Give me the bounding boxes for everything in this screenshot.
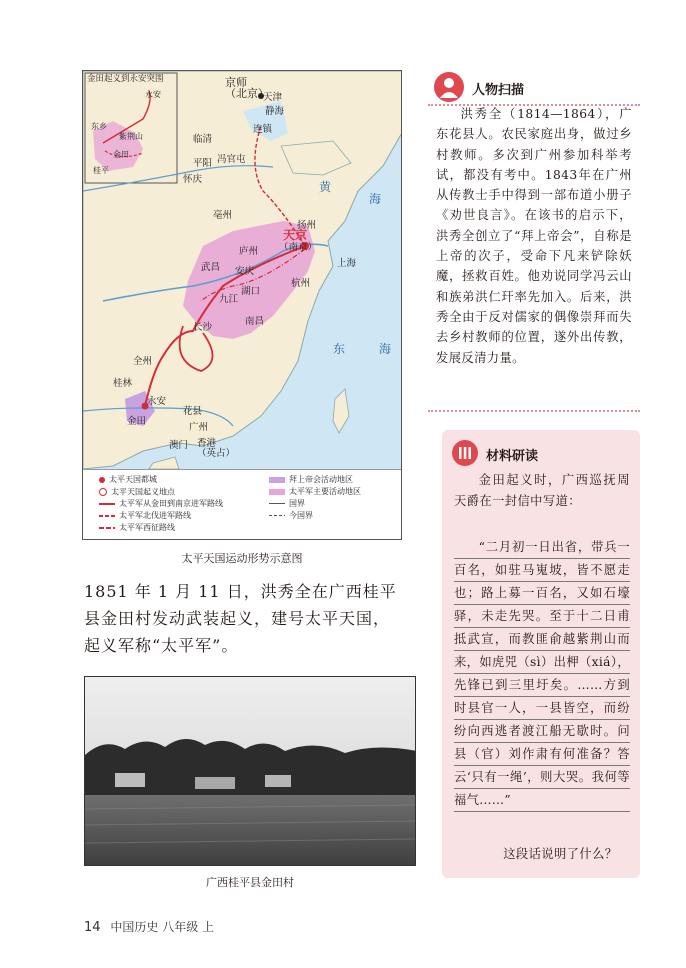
place-hangzhou: 杭州: [291, 278, 311, 289]
legend-item: 太平军西征路线: [99, 524, 175, 532]
document-icon: [452, 440, 478, 466]
person-icon: [434, 72, 464, 102]
place-bozhou: 亳州: [213, 210, 233, 221]
material-title: 材料研读: [486, 449, 539, 464]
legend-item: 太平天国都城: [99, 476, 157, 484]
place-beijing: 京师（北京）: [225, 76, 269, 100]
place-yongan: 永安: [147, 396, 167, 407]
place-changsha: 长沙: [193, 322, 213, 333]
photo-graphic: [85, 677, 416, 866]
place-wuchang: 武昌: [201, 262, 221, 273]
inset-place: 金田: [113, 150, 129, 159]
photo-caption: 广西桂平县金田村: [206, 876, 294, 889]
material-reading-box: [442, 430, 640, 878]
place-huaiqing: 怀庆: [183, 174, 203, 185]
history-map: [82, 70, 402, 540]
place-pingyang: 平阳: [193, 158, 213, 169]
person-header: [428, 70, 640, 106]
region-icon: [269, 477, 285, 483]
place-jintian: 金田: [127, 416, 147, 427]
place-guilin: 桂林: [113, 378, 133, 389]
place-tianjin: 天津: [263, 92, 283, 103]
person-text: 洪秀全（1814—1864），广东花县人。农民家庭出身，做过乡村教师。多次到广州参加科举考试，都没有考中。1843年在广州从传教士手中得到一部布道小册子《劝世良言》。在该书的启示下，洪秀全创立了“拜上帝会”，自称是上帝的次子，受命下凡来铲除妖魔，拯救百姓。他劝说同学冯云山和族弟洪仁玕率先加入。后来，洪秀全由于反对儒家的偶像崇拜而失去乡村教师的位置，遂外出传教，发展反清力量。: [436, 107, 632, 365]
place-guangzhou: 广州: [189, 422, 209, 433]
material-question: 这段话说明了什么？: [503, 847, 618, 861]
main-paragraph: 1851 年 1 月 11 日，洪秀全在广西桂平县金田村发动武装起义，建号太平天国，起义军称“太平军”。: [84, 582, 397, 655]
place-jiujiang: 九江: [219, 294, 239, 305]
inset-title: 金田起义到永安突围: [87, 74, 164, 84]
map-caption: 太平天国运动形势示意图: [181, 552, 303, 565]
place-nanjing: （南京）: [279, 242, 318, 253]
border-icon: [269, 503, 285, 504]
legend-item: 国界: [269, 500, 305, 508]
jintian-village-photo: [84, 676, 416, 866]
inset-place: 东乡: [91, 122, 107, 131]
place-shanghai: 上海: [337, 258, 357, 269]
inset-place: 桂平: [93, 166, 109, 175]
legend-item: 太平军主要活动地区: [269, 488, 361, 496]
map-legend: [83, 469, 401, 540]
sea-label: 东: [333, 342, 348, 356]
place-luzhou: 庐州: [239, 246, 259, 257]
place-huaxian: 花县: [183, 406, 203, 417]
place-quanzhou: 全州: [133, 356, 153, 367]
person-divider: [428, 410, 640, 412]
legend-item: 太平军从金田到南京进军路线: [99, 500, 223, 508]
inset-place: 紫荆山: [119, 132, 143, 141]
route-icon: [99, 515, 115, 517]
place-anqing: 安庆: [235, 266, 255, 277]
place-fengguanying: 冯官屯: [217, 154, 246, 165]
legend-item: 今国界: [269, 512, 313, 520]
place-aomen: 澳门: [169, 440, 189, 451]
person-profile-box: [428, 70, 640, 414]
place-xianggang: 香港（英占）: [197, 438, 236, 459]
place-tianjing: 天京: [283, 228, 308, 242]
material-quote: “二月初一日出省，带兵一百名，如驻马嵬坡，皆不愿走也；路上募一百名，又如石壕驿，未走先哭。至于十二日甫抵武宣，而教匪俞越紫荆山而来，如虎兕（sì）出柙（xiá），先锋已到三里圩矣。……方到时县官一人，一县皆空，而纷纷向西逃者渡江船无歇时。问县（官）刘作肃有何准备？答云‘只有一绳’，则大哭。我何等福气……”: [454, 536, 630, 812]
place-nanchang: 南昌: [245, 316, 265, 327]
capital-icon: [99, 477, 105, 483]
route-icon: [99, 527, 115, 529]
material-intro: 金田起义时，广西巡抚周天爵在一封信中写道：: [454, 473, 630, 508]
place-hukou: 湖口: [241, 286, 261, 297]
legend-item: 太平天国起义地点: [99, 488, 175, 497]
book-title: 中国历史 八年级 上: [110, 920, 215, 934]
legend-item: 太平军北伐进军路线: [99, 512, 191, 520]
region-icon: [269, 489, 285, 495]
place-jinghai: 静海: [265, 106, 285, 117]
place-linqing: 临清: [193, 134, 213, 145]
sea-label: 黄: [319, 180, 334, 194]
uprising-icon: [99, 488, 107, 496]
place-yangzhou: 扬州: [297, 220, 317, 231]
route-icon: [99, 503, 115, 505]
place-lianzhen: 连镇: [253, 124, 273, 135]
border-icon: [269, 515, 285, 516]
sea-label: 海: [379, 342, 394, 356]
page-footer: [84, 918, 214, 935]
inset-place: 永安: [145, 90, 161, 99]
person-title: 人物扫描: [472, 83, 525, 98]
sea-label: 海: [369, 192, 384, 206]
legend-item: 拜上帝会活动地区: [269, 476, 353, 484]
page-number: 14: [84, 920, 101, 935]
